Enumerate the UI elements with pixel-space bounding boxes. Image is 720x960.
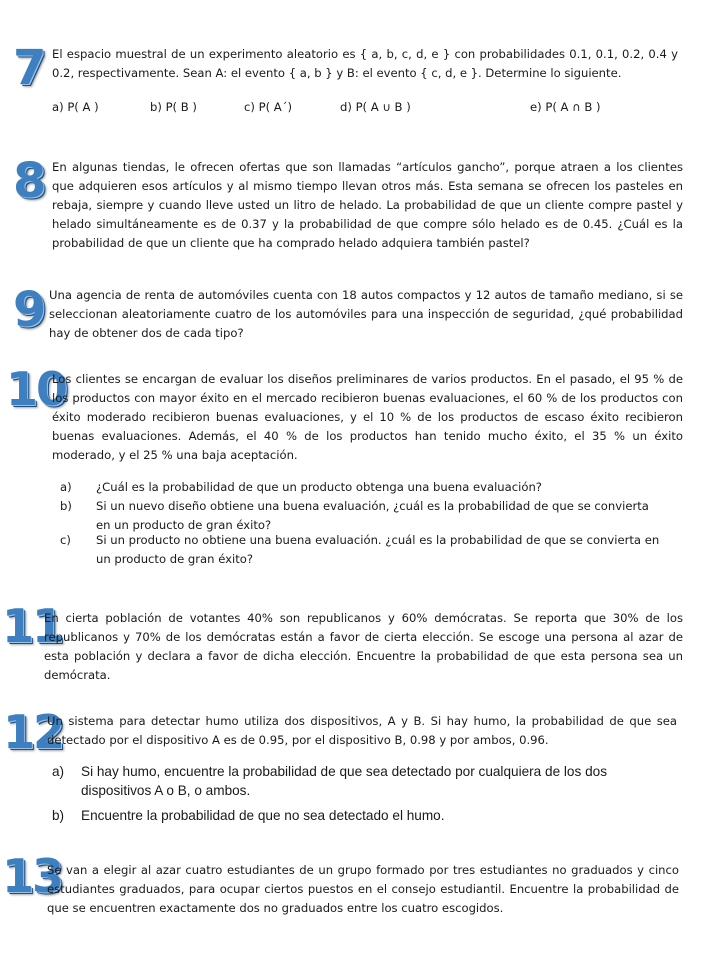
problem-7-item-c: c) P( A´) xyxy=(244,100,293,114)
list-item-text: ¿Cuál es la probabilidad de que un producto obtenga una buena evaluación? xyxy=(96,480,542,494)
problem-13-text: Se van a elegir al azar cuatro estudiantes de un grupo formado por tres estudiantes no graduados y cinco estudiantes graduados, para ocupar ciertos puestos en el consejo estudiantil. Encuentre la probabilidad de que se encuentren exactamente dos no graduados entre los cuatro escogidos. xyxy=(47,863,679,915)
list-marker: b) xyxy=(60,499,72,513)
problem-7-item-a: a) P( A ) xyxy=(52,100,99,114)
problem-7-item-b: b) P( B ) xyxy=(150,100,197,114)
problem-7-text: El espacio muestral de un experimento aleatorio es { a, b, c, d, e } con probabilidades 0.1, 0.1, 0.2, 0.4 y 0.2, respectivamente. Sean A: el evento { a, b } y B: el evento { c, d, e }. Determine lo siguiente. xyxy=(52,47,678,80)
problem-7-item-e: e) P( A ∩ B ) xyxy=(530,100,601,114)
problem-11-text: En cierta población de votantes 40% son republicanos y 60% demócratas. Se reporta que 30% de los republicanos y 70% de los demócratas están a favor de cierta elección. Se escoge una persona al azar de esta población y declara a favor de dicha elección. Encuentre la probabilidad de que esta persona sea un demócrata. xyxy=(44,611,683,682)
list-item-text: Si hay humo, encuentre la probabilidad de que sea detectado por cualquiera de los dos xyxy=(81,764,607,779)
problem-number-13: 13 xyxy=(2,849,63,903)
list-item-text: dispositivos A o B, o ambos. xyxy=(81,783,251,798)
problem-number-7: 7 xyxy=(13,40,45,96)
list-marker: b) xyxy=(52,808,65,823)
list-item-text: un producto de gran éxito? xyxy=(96,552,253,566)
list-marker: a) xyxy=(60,480,72,494)
problem-8-text: En algunas tiendas, le ofrecen ofertas que son llamadas “artículos gancho”, porque atraen a los clientes que adquieren esos artículos y al mismo tiempo llevan otros más. Esta semana se ofrecen los pasteles en rebaja, siempre y cuando lleve usted un litro de helado. La probabilidad de que un cliente compre pastel y helado simultáneamente es de 0.37 y la probabilidad de que compre sólo helado es de 0.45. ¿Cuál es la probabilidad de que un cliente que ha comprado helado adquiera también pastel? xyxy=(52,160,683,250)
list-item-text: Encuentre la probabilidad de que no sea detectado el humo. xyxy=(81,808,445,823)
problem-12-text: Un sistema para detectar humo utiliza dos dispositivos, A y B. Si hay humo, la probabilidad de que sea detectado por el dispositivo A es de 0.95, por el dispositivo B, 0.98 y por ambos, 0.96. xyxy=(47,714,677,747)
list-item-text: Si un producto no obtiene una buena evaluación. ¿cuál es la probabilidad de que se convierta en xyxy=(96,533,660,547)
problem-number-10: 10 xyxy=(6,362,67,416)
problem-10-text: Los clientes se encargan de evaluar los diseños preliminares de varios productos. En el pasado, el 95 % de los productos con mayor éxito en el mercado recibieron buenas evaluaciones, el 60 % de los productos con éxito moderado recibieron buenas evaluaciones, y el 10 % de los productos de escaso éxito recibieron buenas evaluaciones. Además, el 40 % de los productos han tenido mucho éxito, el 35 % un éxito moderado, y el 25 % una baja aceptación. xyxy=(52,372,683,462)
problem-number-8: 8 xyxy=(13,153,45,209)
problem-number-12: 12 xyxy=(3,705,64,759)
list-marker: c) xyxy=(60,533,71,547)
list-item-text: Si un nuevo diseño obtiene una buena evaluación, ¿cuál es la probabilidad de que se convierta xyxy=(96,499,649,513)
problem-10-item-a xyxy=(60,478,680,497)
problem-12-item-b xyxy=(52,806,682,826)
list-item-text: en un producto de gran éxito? xyxy=(96,518,272,532)
list-marker: a) xyxy=(52,764,65,779)
problem-7-item-d: d) P( A ∪ B ) xyxy=(340,100,411,114)
problem-9-text: Una agencia de renta de automóviles cuenta con 18 autos compactos y 12 autos de tamaño mediano, si se seleccionan aleatoriamente cuatro de los automóviles para una inspección de seguridad, ¿qué probabilidad hay de obtener dos de cada tipo? xyxy=(49,288,683,340)
problem-10-item-b xyxy=(60,497,680,535)
problem-12-item-a xyxy=(52,762,682,802)
problem-number-9: 9 xyxy=(13,282,45,338)
problem-number-11: 11 xyxy=(2,599,63,653)
problem-10-item-c xyxy=(60,531,680,569)
